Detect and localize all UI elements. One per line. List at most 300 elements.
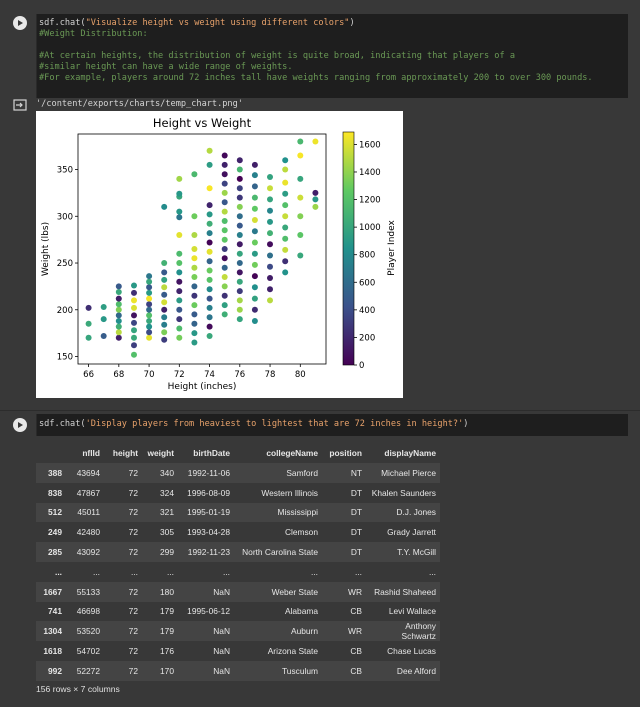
table-cell: 180 — [142, 582, 178, 602]
data-point — [116, 289, 122, 295]
data-point — [176, 316, 182, 322]
data-point — [191, 283, 197, 289]
data-point — [237, 204, 243, 210]
column-header: height — [112, 448, 138, 458]
table-cell: 1995-01-19 — [178, 503, 234, 523]
data-point — [282, 180, 288, 186]
table-cell: 46698 — [66, 602, 104, 622]
data-point — [282, 167, 288, 173]
data-point — [282, 247, 288, 253]
data-point — [207, 221, 213, 227]
data-point — [312, 204, 318, 210]
data-point — [161, 314, 167, 320]
row-index: 1304 — [36, 621, 66, 641]
data-point — [176, 269, 182, 275]
data-point — [116, 296, 122, 302]
table-cell: Tusculum — [234, 661, 322, 681]
table-cell: Khalen Saunders — [366, 483, 440, 503]
x-tick-label: 72 — [173, 370, 185, 380]
data-point — [146, 290, 152, 296]
data-point — [222, 153, 228, 159]
data-point — [176, 191, 182, 197]
table-cell: Arizona State — [234, 641, 322, 661]
row-index: 249 — [36, 522, 66, 542]
table-cell: 52272 — [66, 661, 104, 681]
row-index: 1667 — [36, 582, 66, 602]
colorbar-tick-label: 0 — [359, 361, 365, 371]
data-point — [312, 196, 318, 202]
data-point — [282, 236, 288, 242]
y-tick-label: 250 — [56, 259, 73, 270]
table-cell: Western Illinois — [234, 483, 322, 503]
table-cell: North Carolina State — [234, 542, 322, 562]
data-point — [191, 274, 197, 280]
data-point — [222, 199, 228, 205]
colorbar-tick-label: 600 — [359, 278, 376, 289]
colorbar-tick-label: 1400 — [359, 167, 381, 178]
column-header: displayName — [384, 448, 436, 458]
colorbar-label: Player Index — [387, 220, 397, 276]
data-point — [146, 296, 152, 302]
data-point — [146, 279, 152, 285]
table-row — [36, 582, 440, 602]
data-point — [297, 139, 303, 145]
data-point — [131, 283, 137, 289]
data-point — [237, 223, 243, 229]
table-cell: 321 — [142, 503, 178, 523]
data-point — [161, 307, 167, 313]
data-point — [116, 283, 122, 289]
data-point — [161, 292, 167, 298]
table-cell: 43092 — [66, 542, 104, 562]
data-point — [237, 297, 243, 303]
data-point — [267, 196, 273, 202]
data-point — [252, 228, 258, 234]
data-point — [237, 232, 243, 238]
colorbar-tick-label: 200 — [359, 333, 376, 344]
x-tick-label: 66 — [83, 370, 94, 380]
data-point — [146, 312, 152, 318]
data-point — [207, 230, 213, 236]
data-point — [101, 304, 107, 310]
data-point — [282, 191, 288, 197]
data-point — [237, 241, 243, 247]
data-point — [282, 202, 288, 208]
data-point — [297, 213, 303, 219]
data-point — [86, 305, 92, 311]
data-point — [297, 176, 303, 182]
data-point — [161, 322, 167, 328]
data-point — [207, 305, 213, 311]
data-point — [237, 157, 243, 163]
row-index: 285 — [36, 542, 66, 562]
code-call-suffix: ) — [349, 18, 355, 28]
data-point — [161, 269, 167, 275]
row-index: ... — [36, 562, 66, 582]
data-point — [116, 335, 122, 341]
data-point — [237, 185, 243, 191]
table-cell: 72 — [104, 463, 142, 483]
data-point — [207, 277, 213, 283]
play-icon — [16, 19, 24, 27]
output-arrow-icon[interactable] — [13, 99, 27, 111]
data-point — [252, 217, 258, 223]
table-cell: 176 — [142, 641, 178, 661]
column-header: nflId — [82, 448, 100, 458]
data-point — [176, 297, 182, 303]
data-point — [207, 162, 213, 168]
y-axis-ticks — [57, 166, 78, 363]
data-point — [282, 258, 288, 264]
table-cell: 72 — [104, 503, 142, 523]
code-comment: #Weight Distribution: — [39, 29, 148, 39]
table-cell: 324 — [142, 483, 178, 503]
data-point — [282, 269, 288, 275]
code-comment: #For example, players around 72 inches tall have weights ranging from approximately 200 to over 300 pounds. — [39, 73, 593, 83]
data-point — [131, 335, 137, 341]
code-comment: #At certain heights, the distribution of weight is quite broad, indicating that players of a — [39, 51, 515, 61]
x-axis-ticks — [83, 364, 306, 380]
table-cell: WR — [322, 621, 366, 641]
table-cell: Alabama — [234, 602, 322, 622]
data-point — [222, 190, 228, 196]
table-cell: Samford — [234, 463, 322, 483]
table-cell: 53520 — [66, 621, 104, 641]
data-point — [116, 324, 122, 330]
data-point — [131, 327, 137, 333]
data-point — [222, 293, 228, 299]
table-cell: ... — [366, 562, 440, 582]
data-point — [267, 174, 273, 180]
data-point — [131, 312, 137, 318]
data-point — [176, 326, 182, 332]
data-point — [267, 219, 273, 225]
table-cell: 305 — [142, 522, 178, 542]
table-row — [36, 602, 440, 622]
table-row — [36, 463, 440, 483]
data-point — [131, 320, 137, 326]
table-cell: Anthony Schwartz — [366, 621, 440, 641]
table-cell: 1993-04-28 — [178, 522, 234, 542]
row-index: 512 — [36, 503, 66, 523]
data-point — [222, 162, 228, 168]
data-point — [207, 314, 213, 320]
data-point — [222, 283, 228, 289]
table-row — [36, 483, 440, 503]
table-header-row — [36, 443, 440, 463]
data-point — [297, 253, 303, 259]
data-point — [207, 249, 213, 255]
table-cell: 43694 — [66, 463, 104, 483]
data-point — [176, 288, 182, 294]
x-tick-label: 68 — [113, 370, 125, 380]
code-call-prefix: sdf.chat( — [39, 18, 86, 28]
data-point — [207, 148, 213, 154]
data-point — [237, 316, 243, 322]
run-cell-button[interactable] — [13, 418, 27, 432]
data-point — [237, 251, 243, 257]
data-point — [101, 316, 107, 322]
data-point — [252, 251, 258, 257]
data-point — [161, 260, 167, 266]
chart-title: Height vs Weight — [152, 116, 252, 130]
table-cell: 42480 — [66, 522, 104, 542]
data-point — [146, 318, 152, 324]
data-point — [222, 265, 228, 271]
data-point — [161, 329, 167, 335]
data-point — [252, 296, 258, 302]
table-cell: DT — [322, 522, 366, 542]
data-point — [176, 260, 182, 266]
table-cell: NaN — [178, 641, 234, 661]
table-cell: 55133 — [66, 582, 104, 602]
data-point — [252, 195, 258, 201]
data-point — [131, 342, 137, 348]
code-call-string: 'Display players from heaviest to lightest that are 72 inches in height?' — [85, 419, 464, 429]
data-point — [222, 302, 228, 308]
table-cell: CB — [322, 641, 366, 661]
data-point — [312, 139, 318, 145]
data-point — [222, 237, 228, 243]
table-cell: CB — [322, 602, 366, 622]
data-point — [161, 204, 167, 210]
table-cell: 1996-08-09 — [178, 483, 234, 503]
code-editor[interactable] — [36, 14, 628, 98]
y-tick-label: 200 — [56, 305, 73, 316]
data-point — [312, 190, 318, 196]
output-path-text: '/content/exports/charts/temp_chart.png' — [36, 99, 243, 109]
y-tick-label: 150 — [56, 352, 73, 363]
data-point — [176, 209, 182, 215]
table-cell: 72 — [104, 661, 142, 681]
data-point — [297, 153, 303, 159]
data-point — [146, 273, 152, 279]
table-cell: NaN — [178, 661, 234, 681]
table-cell: Weber State — [234, 582, 322, 602]
run-cell-button[interactable] — [13, 16, 27, 30]
data-point — [146, 335, 152, 341]
table-cell: D.J. Jones — [366, 503, 440, 523]
data-point — [161, 337, 167, 343]
table-cell: ... — [66, 562, 104, 582]
data-point — [161, 299, 167, 305]
data-point — [222, 246, 228, 252]
colorbar-tick-label: 400 — [359, 305, 376, 316]
data-point — [252, 172, 258, 178]
data-point — [191, 171, 197, 177]
data-point — [282, 213, 288, 219]
code-editor[interactable] — [36, 414, 628, 436]
table-cell: Michael Pierce — [366, 463, 440, 483]
data-point — [267, 286, 273, 292]
table-cell: 45011 — [66, 503, 104, 523]
data-point — [237, 279, 243, 285]
table-cell: Dee Alford — [366, 661, 440, 681]
table-cell: DT — [322, 542, 366, 562]
table-cell: ... — [322, 562, 366, 582]
x-tick-label: 70 — [143, 370, 155, 380]
data-point — [207, 258, 213, 264]
data-point — [161, 277, 167, 283]
data-point — [131, 305, 137, 311]
x-tick-label: 80 — [294, 370, 306, 380]
table-cell: 72 — [104, 641, 142, 661]
column-header: collegeName — [266, 448, 318, 458]
data-point — [267, 185, 273, 191]
table-cell: NaN — [178, 621, 234, 641]
colorbar-ticks — [354, 140, 381, 371]
y-axis-label: Weight (lbs) — [41, 221, 51, 277]
table-row — [36, 562, 440, 582]
row-index: 838 — [36, 483, 66, 503]
table-cell: 47867 — [66, 483, 104, 503]
data-point — [252, 206, 258, 212]
dataframe-table — [36, 443, 440, 681]
data-point — [191, 321, 197, 327]
data-point — [297, 232, 303, 238]
column-header: birthDate — [193, 448, 230, 458]
data-point — [222, 227, 228, 233]
data-point — [252, 318, 258, 324]
data-point — [252, 162, 258, 168]
table-cell: Mississippi — [234, 503, 322, 523]
table-cell: 299 — [142, 542, 178, 562]
table-cell: ... — [104, 562, 142, 582]
data-point — [252, 240, 258, 246]
x-tick-label: 78 — [264, 370, 276, 380]
data-point — [191, 311, 197, 317]
plot-area — [78, 134, 326, 364]
data-point — [131, 290, 137, 296]
data-point — [237, 269, 243, 275]
data-point — [86, 335, 92, 341]
data-point — [207, 202, 213, 208]
code-cell-1 — [0, 10, 640, 98]
data-point — [191, 213, 197, 219]
data-point — [146, 329, 152, 335]
code-cell-2 — [0, 414, 640, 436]
column-header: position — [329, 448, 362, 458]
data-point — [207, 185, 213, 191]
data-point — [267, 264, 273, 270]
table-cell: Rashid Shaheed — [366, 582, 440, 602]
data-point — [237, 213, 243, 219]
colorbar-tick-label: 1600 — [359, 140, 381, 151]
data-point — [116, 307, 122, 313]
table-row — [36, 661, 440, 681]
data-point — [176, 232, 182, 238]
row-index: 741 — [36, 602, 66, 622]
data-point — [116, 312, 122, 318]
data-point — [282, 225, 288, 231]
data-point — [282, 157, 288, 163]
play-icon — [16, 421, 24, 429]
table-cell: 72 — [104, 542, 142, 562]
row-index: 992 — [36, 661, 66, 681]
data-point — [191, 246, 197, 252]
table-row — [36, 641, 440, 661]
data-point — [222, 171, 228, 177]
table-cell: CB — [322, 661, 366, 681]
table-cell: 1995-06-12 — [178, 602, 234, 622]
colorbar-tick-label: 1000 — [359, 223, 381, 234]
table-cell: NaN — [178, 582, 234, 602]
column-header — [36, 443, 66, 463]
colorbar-tick-label: 800 — [359, 250, 376, 261]
data-point — [237, 195, 243, 201]
table-cell: WR — [322, 582, 366, 602]
table-cell: Grady Jarrett — [366, 522, 440, 542]
table-row — [36, 503, 440, 523]
code-call-prefix: sdf.chat( — [39, 419, 86, 429]
data-point — [146, 284, 152, 290]
table-cell: DT — [322, 483, 366, 503]
data-point — [237, 307, 243, 313]
data-point — [146, 324, 152, 330]
data-point — [131, 352, 137, 358]
chart-svg — [36, 111, 403, 398]
data-point — [222, 218, 228, 224]
table-cell: DT — [322, 503, 366, 523]
data-point — [86, 321, 92, 327]
data-point — [252, 262, 258, 268]
data-point — [191, 293, 197, 299]
data-point — [191, 255, 197, 261]
x-tick-label: 76 — [234, 370, 246, 380]
data-point — [191, 330, 197, 336]
data-point — [252, 284, 258, 290]
data-point — [146, 301, 152, 307]
table-row — [36, 522, 440, 542]
data-point — [207, 333, 213, 339]
data-point — [237, 167, 243, 173]
data-point — [207, 211, 213, 217]
table-cell: 72 — [104, 582, 142, 602]
data-point — [191, 340, 197, 346]
data-point — [191, 265, 197, 271]
data-point — [267, 230, 273, 236]
data-point — [146, 307, 152, 313]
x-tick-label: 74 — [204, 370, 215, 380]
table-row — [36, 621, 440, 641]
colorbar — [343, 132, 354, 365]
data-point — [191, 232, 197, 238]
data-point — [267, 253, 273, 259]
code-comment: #similar height can have a wide range of weights. — [39, 62, 293, 72]
cell-divider — [0, 410, 640, 411]
table-cell: 170 — [142, 661, 178, 681]
data-point — [131, 297, 137, 303]
data-point — [267, 241, 273, 247]
data-point — [161, 284, 167, 290]
scatter-chart — [36, 111, 403, 398]
data-point — [222, 311, 228, 317]
row-index: 388 — [36, 463, 66, 483]
table-cell: ... — [142, 562, 178, 582]
colorbar-tick-label: 1200 — [359, 195, 381, 206]
data-point — [176, 214, 182, 220]
data-point — [222, 209, 228, 215]
data-point — [176, 176, 182, 182]
data-point — [222, 274, 228, 280]
table-cell: 1992-11-23 — [178, 542, 234, 562]
data-point — [176, 279, 182, 285]
data-point — [222, 255, 228, 261]
table-cell: Clemson — [234, 522, 322, 542]
table-row — [36, 542, 440, 562]
data-point — [207, 324, 213, 330]
table-cell: Levi Wallace — [366, 602, 440, 622]
